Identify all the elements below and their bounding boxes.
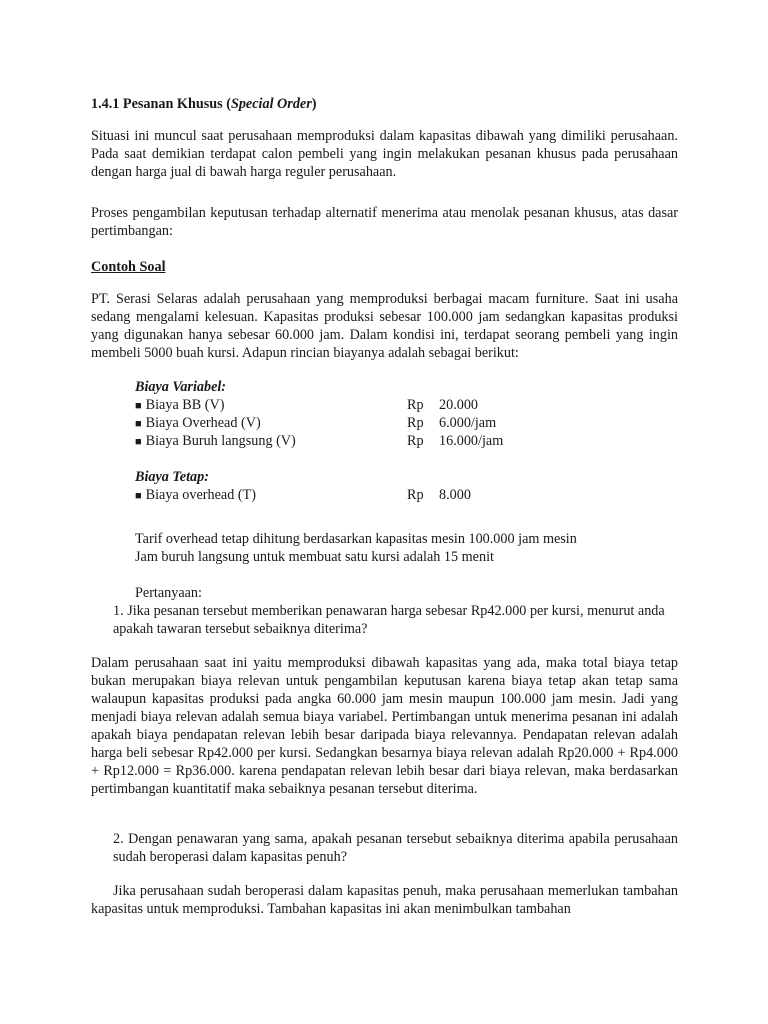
bullet-icon: ■	[135, 490, 142, 502]
cost-label-text: Biaya BB (V)	[145, 397, 225, 413]
bullet-icon: ■	[135, 418, 142, 430]
heading-italic: Special Order	[230, 96, 312, 112]
bullet-icon: ■	[135, 400, 142, 412]
cost-amount: 6.000/jam	[439, 415, 497, 431]
cost-row	[135, 396, 555, 414]
cost-label-text: Biaya overhead (T)	[145, 487, 256, 503]
question-1	[113, 602, 678, 638]
bullet-icon: ■	[135, 436, 142, 448]
fixed-costs-title: Biaya Tetap:	[135, 469, 209, 485]
cost-label-text: Biaya Buruh langsung (V)	[145, 433, 296, 449]
questions-label: Pertanyaan:	[135, 585, 202, 601]
cost-row	[135, 486, 555, 504]
cost-row	[135, 432, 555, 450]
currency-label: Rp	[407, 433, 424, 449]
heading-text: 1.4.1 Pesanan Khusus (	[91, 96, 231, 112]
contoh-soal-heading: Contoh Soal	[91, 259, 166, 275]
paragraph-process: Proses pengambilan keputusan terhadap alternatif menerima atau menolak pesanan khusus, atas dasar pertimbangan:	[91, 205, 678, 239]
note-labor: Jam buruh langsung untuk membuat satu kursi adalah 15 menit	[135, 549, 494, 565]
note-overhead: Tarif overhead tetap dihitung berdasarkan kapasitas mesin 100.000 jam mesin	[135, 531, 577, 547]
answer-2: Jika perusahaan sudah beroperasi dalam kapasitas penuh, maka perusahaan memerlukan tambahan kapasitas untuk memproduksi. Tambahan kapasitas ini akan menimbulkan tambahan	[91, 883, 678, 917]
currency-label: Rp	[407, 487, 424, 503]
cost-label	[135, 486, 256, 505]
section-heading	[91, 95, 678, 113]
paragraph-intro: Situasi ini muncul saat perusahaan memproduksi dalam kapasitas dibawah yang dimiliki perusahaan. Pada saat demikian terdapat calon pembeli yang ingin melakukan pesanan khusus pada perusahaan dengan harga jual di bawah harga reguler perusahaan.	[91, 128, 678, 180]
question-1-text: 1. Jika pesanan tersebut memberikan penawaran harga sebesar Rp42.000 per kursi, menurut anda apakah tawaran tersebut sebaiknya diterima?	[113, 603, 665, 637]
cost-label-text: Biaya Overhead (V)	[145, 415, 261, 431]
cost-amount: 8.000	[439, 487, 471, 503]
heading-close: )	[311, 96, 317, 112]
cost-amount: 20.000	[439, 397, 479, 413]
currency-label: Rp	[407, 415, 424, 431]
cost-label	[135, 432, 296, 451]
currency-label: Rp	[407, 397, 424, 413]
answer-1: Dalam perusahaan saat ini yaitu memproduksi dibawah kapasitas yang ada, maka total biaya tetap bukan merupakan biaya relevan untuk pengambilan keputusan karena biaya tetap akan tetap sama walaupun kapasitas produksi pada angka 60.000 jam mesin maupun 100.000 jam mesin. Jadi yang menjadi biaya relevan adalah semua biaya variabel. Pertimbangan untuk menerima pesanan ini adalah apakah biaya pendapatan relevan lebih besar daripada biaya relevannya. Pendapatan relevan adalah harga beli sebesar Rp42.000 per kursi. Sedangkan besarnya biaya relevan adalah Rp20.000 + Rp4.000 + Rp12.000 = Rp36.000. karena pendapatan relevan lebih besar dari biaya relevan, maka berdasarkan pertimbangan kuantitatif maka sebaiknya pesanan tersebut diterima.	[91, 655, 678, 797]
variable-costs-title: Biaya Variabel:	[135, 379, 227, 395]
cost-row	[135, 414, 555, 432]
cost-label	[135, 414, 261, 433]
paragraph-case: PT. Serasi Selaras adalah perusahaan yang memproduksi berbagai macam furniture. Saat ini usaha sedang mengalami kelesuan. Kapasitas produksi sebesar 100.000 jam sedangkan kapasitas produksi yang digunakan hanya sebesar 60.000 jam. Dalam kondisi ini, terdapat seorang pembeli yang ingin membeli 5000 buah kursi. Adapun rincian biayanya adalah sebagai berikut:	[91, 291, 678, 361]
cost-label	[135, 396, 224, 415]
cost-amount: 16.000/jam	[439, 433, 504, 449]
question-2: 2. Dengan penawaran yang sama, apakah pesanan tersebut sebaiknya diterima apabila perusahaan sudah beroperasi dalam kapasitas penuh?	[113, 831, 678, 865]
